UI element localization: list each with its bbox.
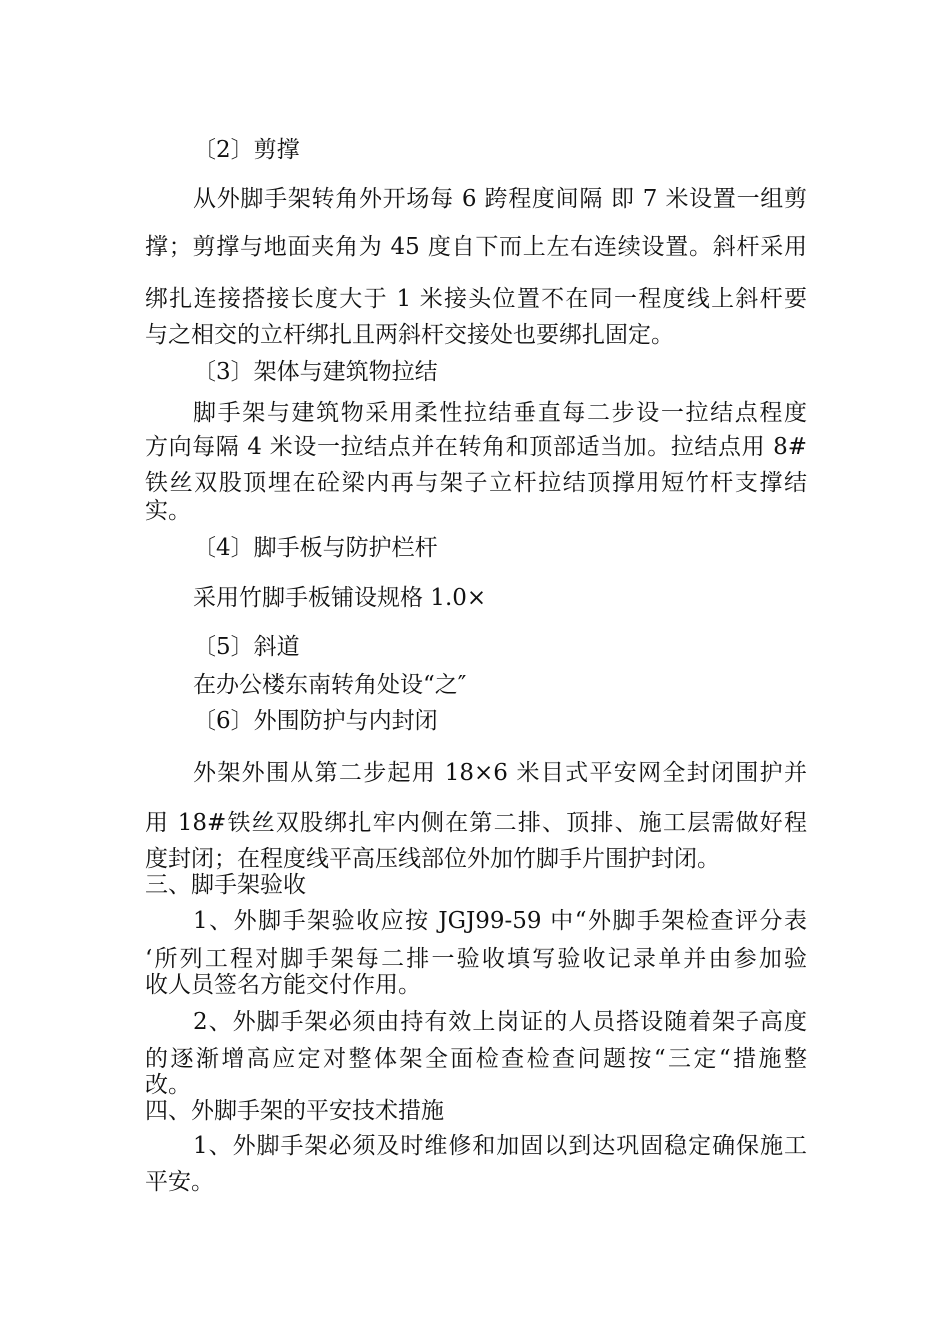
paragraph-line: 撑；剪撑与地面夹角为 45 度自下而上左右连续设置。斜杆采用 bbox=[145, 234, 807, 260]
section-heading: 〔2〕剪撑 bbox=[193, 137, 300, 163]
paragraph-line: 的逐渐增高应定对整体架全面检查检查问题按“三定“措施整 bbox=[145, 1046, 807, 1072]
paragraph-line: 方向每隔 4 米设一拉结点并在转角和顶部适当加。拉结点用 8# bbox=[145, 434, 807, 460]
chapter-heading: 四、外脚手架的平安技术措施 bbox=[145, 1098, 444, 1124]
paragraph-line: 平安。 bbox=[145, 1169, 214, 1195]
paragraph-line: 改。 bbox=[145, 1072, 191, 1098]
paragraph-line: 脚手架与建筑物采用柔性拉结垂直每二步设一拉结点程度 bbox=[193, 400, 807, 426]
paragraph-line: 外架外围从第二步起用 18×6 米目式平安网全封闭围护并 bbox=[193, 760, 807, 786]
paragraph-line: 在办公楼东南转角处设“之″ bbox=[193, 672, 467, 698]
section-heading: 〔6〕外围防护与内封闭 bbox=[193, 708, 438, 734]
paragraph-line: 1、外脚手架验收应按 JGJ99-59 中“外脚手架检查评分表 bbox=[193, 908, 807, 934]
paragraph-line: 度封闭；在程度线平高压线部位外加竹脚手片围护封闭。 bbox=[145, 846, 720, 872]
section-heading: 〔4〕脚手板与防护栏杆 bbox=[193, 535, 438, 561]
chapter-heading: 三、脚手架验收 bbox=[145, 872, 306, 898]
section-heading: 〔5〕斜道 bbox=[193, 634, 300, 660]
paragraph-line: 铁丝双股顶埋在砼梁内再与架子立杆拉结顶撑用短竹杆支撑结 bbox=[145, 470, 807, 496]
paragraph-line: 实。 bbox=[145, 498, 191, 524]
section-heading: 〔3〕架体与建筑物拉结 bbox=[193, 359, 438, 385]
paragraph-line: 绑扎连接搭接长度大于 1 米接头位置不在同一程度线上斜杆要 bbox=[145, 286, 807, 312]
paragraph-line: ‘所列工程对脚手架每二排一验收填写验收记录单并由参加验 bbox=[145, 946, 807, 972]
paragraph-line: 与之相交的立杆绑扎且两斜杆交接处也要绑扎固定。 bbox=[145, 322, 674, 348]
paragraph-line: 1、外脚手架必须及时维修和加固以到达巩固稳定确保施工 bbox=[193, 1133, 807, 1159]
paragraph-line: 从外脚手架转角外开场每 6 跨程度间隔 即 7 米设置一组剪 bbox=[193, 186, 807, 212]
paragraph-line: 用 18#铁丝双股绑扎牢内侧在第二排、顶排、施工层需做好程 bbox=[145, 810, 807, 836]
paragraph-line: 2、外脚手架必须由持有效上岗证的人员搭设随着架子高度 bbox=[193, 1009, 807, 1035]
paragraph-line: 收人员签名方能交付作用。 bbox=[145, 972, 421, 998]
paragraph-line: 采用竹脚手板铺设规格 1.0× bbox=[193, 585, 487, 611]
